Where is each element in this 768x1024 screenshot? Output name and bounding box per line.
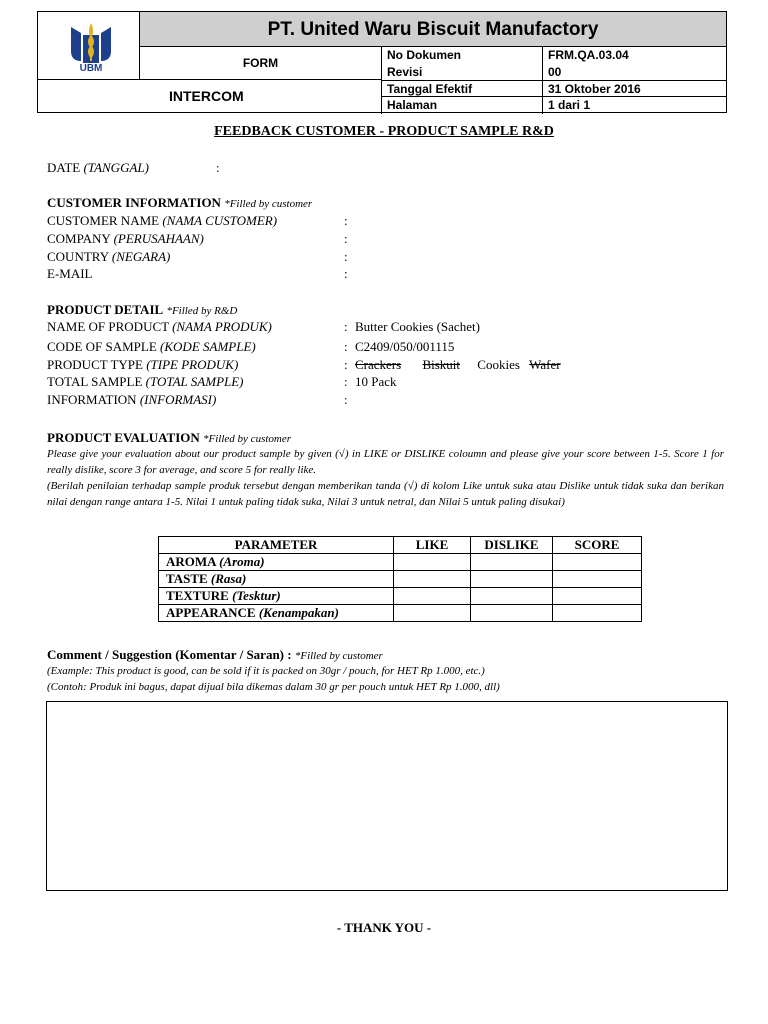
logo-cell [38,12,140,79]
field-label-id: (TIPE PRODUK) [146,357,239,372]
type-option-cookies: Cookies [477,357,520,372]
evaluation-instruction-en: Please give your evaluation about our product sample by given (√) in LIKE or DISLIKE coloumn and please give your score between 1-5. Score 1 for really dislike, score 3 for average, and score 5 for really like. [47,448,724,476]
field-colon: : [344,319,348,334]
field-colon: : [344,266,348,281]
field-colon: : [344,357,348,372]
type-option-crackers: Crackers [355,357,402,372]
score-cell[interactable] [553,605,642,622]
meta-value: 1 dari 1 [548,98,591,113]
customer-info-heading [47,195,312,211]
document-header [37,11,727,113]
table-row [159,605,642,622]
table-row [159,588,642,605]
comment-note: *Filled by customer [294,650,383,662]
field-product-type [47,357,238,373]
field-colon: : [344,374,348,389]
field-colon: : [344,213,348,228]
field-colon: : [344,392,348,407]
date-label-en: DATE [47,160,81,175]
meta-value: FRM.QA.03.04 [548,48,629,62]
form-label: FORM [140,47,382,79]
field-sample-code [47,339,256,355]
meta-key: No Dokumen [382,47,543,64]
comment-heading-text: Comment / Suggestion (Komentar / Saran) : [47,647,292,662]
parameter-name: TEXTURE [166,588,229,603]
field-label-id: (NEGARA) [111,249,171,264]
field-email [47,266,93,282]
field-value-sample-code: C2409/050/001115 [355,339,455,354]
evaluation-heading [47,430,291,446]
comment-example-en: (Example: This product is good, can be sold if it is packed on 30gr / pouch, for HET Rp 1.000, etc.) [47,665,485,677]
intercom-label: INTERCOM [38,79,382,114]
meta-key: Tanggal Efektif [382,81,543,97]
field-colon: : [344,249,348,264]
parameter-cell [159,571,394,588]
field-label: INFORMATION [47,392,137,407]
product-note: *Filled by R&D [166,305,238,317]
meta-value: 00 [548,64,562,79]
evaluation-table [158,536,642,622]
meta-row-revisi [382,64,726,81]
field-label: COMPANY [47,231,111,246]
parameter-name: TASTE [166,571,208,586]
like-cell[interactable] [394,554,471,571]
parameter-name-id: (Tesktur) [232,588,281,603]
field-label: CUSTOMER NAME [47,213,160,228]
logo-text: UBM [79,63,103,74]
field-total-sample [47,374,244,390]
parameter-cell [159,554,394,571]
customer-heading-text: CUSTOMER INFORMATION [47,195,221,210]
column-header-like: LIKE [394,537,471,554]
like-cell[interactable] [394,588,471,605]
field-label: PRODUCT TYPE [47,357,143,372]
comment-input-box[interactable] [46,701,728,891]
meta-value: 31 Oktober 2016 [548,81,641,96]
parameter-name-id: (Aroma) [219,554,265,569]
field-label: COUNTRY [47,249,109,264]
meta-row-no-dokumen [382,47,726,64]
date-label-id: (TANGGAL) [83,160,149,175]
comment-example-id: (Contoh: Produk ini bagus, dapat dijual bila dikemas dalam 30 gr per pouch untuk HET Rp 1.000, dll) [47,681,500,693]
table-header-row [159,537,642,554]
column-header-parameter: PARAMETER [159,537,394,554]
field-label-id: (PERUSAHAAN) [113,231,204,246]
parameter-name: AROMA [166,554,216,569]
type-option-wafer: Wafer [529,357,561,372]
date-colon: : [216,160,220,175]
field-information [47,392,216,408]
field-company [47,231,204,247]
evaluation-note: *Filled by customer [203,433,292,445]
column-header-dislike: DISLIKE [471,537,553,554]
parameter-name-id: (Kenampakan) [258,605,339,620]
dislike-cell[interactable] [471,571,553,588]
field-label: E-MAIL [47,266,93,281]
page-title-text: FEEDBACK CUSTOMER - PRODUCT SAMPLE R&D [214,124,554,139]
document-meta [382,47,726,112]
product-type-options [355,357,561,373]
evaluation-instruction-id: (Berilah penilaian terhadap sample produk tersebut dengan memberikan tanda (√) di kolom Like untuk suka atau Dislike untuk tidak suka dan berikan nilai dengan range antara 1-5. Nilai 1 untuk paling tidak suka, Nilai 3 untuk netral, dan Nilai 5 untuk paling disukai) [47,480,724,508]
dislike-cell[interactable] [471,605,553,622]
field-label-id: (TOTAL SAMPLE) [145,374,244,389]
page-title [0,124,768,140]
column-header-score: SCORE [553,537,642,554]
like-cell[interactable] [394,571,471,588]
table-row [159,571,642,588]
parameter-name: APPEARANCE [166,605,256,620]
field-colon: : [344,231,348,246]
date-label [47,160,149,176]
company-name: PT. United Waru Biscuit Manufactory [140,12,726,47]
field-label: NAME OF PRODUCT [47,319,169,334]
field-customer-name [47,213,277,229]
like-cell[interactable] [394,605,471,622]
type-option-biskuit: Biskuit [422,357,461,372]
dislike-cell[interactable] [471,554,553,571]
field-label-id: (NAMA CUSTOMER) [162,213,278,228]
field-value-total-sample: 10 Pack [355,374,397,389]
parameter-cell [159,605,394,622]
score-cell[interactable] [553,554,642,571]
field-label-id: (INFORMASI) [139,392,217,407]
evaluation-heading-text: PRODUCT EVALUATION [47,430,200,445]
field-product-name [47,319,272,335]
product-heading-text: PRODUCT DETAIL [47,302,164,317]
parameter-cell [159,588,394,605]
score-cell[interactable] [553,588,642,605]
field-colon: : [344,339,348,354]
meta-row-tanggal-efektif [382,81,726,98]
score-cell[interactable] [553,571,642,588]
field-label: CODE OF SAMPLE [47,339,157,354]
field-label-id: (KODE SAMPLE) [160,339,256,354]
parameter-name-id: (Rasa) [210,571,247,586]
field-label-id: (NAMA PRODUK) [172,319,272,334]
thank-you-footer: - THANK YOU - [336,920,432,935]
table-row [159,554,642,571]
meta-key: Revisi [382,64,543,80]
field-country [47,249,170,265]
field-label: TOTAL SAMPLE [47,374,143,389]
dislike-cell[interactable] [471,588,553,605]
field-value-product-name: Butter Cookies (Sachet) [355,319,480,334]
customer-note: *Filled by customer [224,198,313,210]
comment-heading [47,647,383,663]
product-detail-heading [47,302,237,318]
meta-row-halaman [382,97,726,114]
meta-key: Halaman [382,97,543,114]
